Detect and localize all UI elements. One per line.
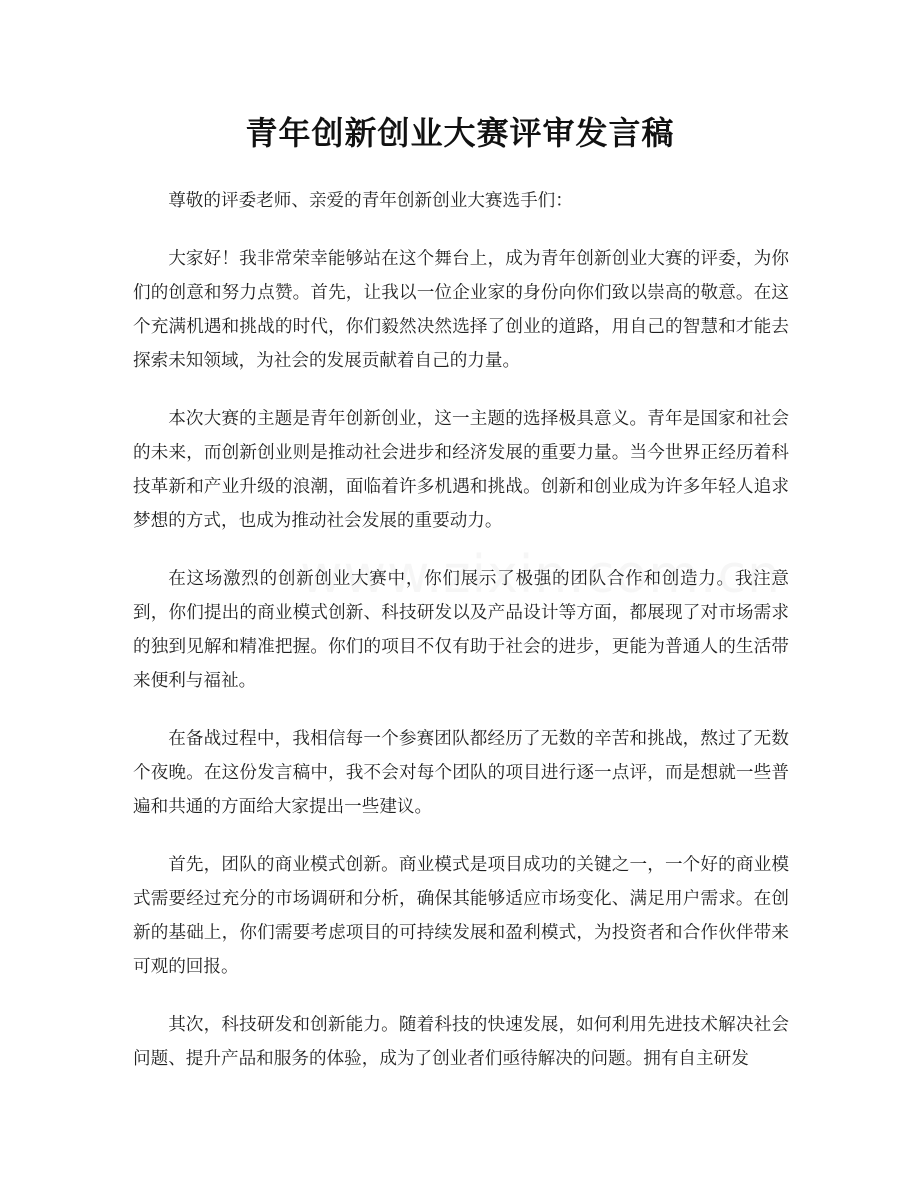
paragraph-salutation: 尊敬的评委老师、亲爱的青年创新创业大赛选手们： — [168, 191, 573, 211]
paragraph: 在这场激烈的创新创业大赛中，你们展示了极强的团队合作和创造力。我注意到，你们提出的商业模式创新、科技研发以及产品设计等方面，都展现了对市场需求的独到见解和精准把握。你们的项目不仅有助于社会的进步，更能为普通人的生活带来便利与福祉。 — [133, 569, 789, 691]
document-body — [133, 184, 789, 1100]
paragraph: 本次大赛的主题是青年创新创业，这一主题的选择极具意义。青年是国家和社会的未来，而创新创业则是推动社会进步和经济发展的重要力量。当今世界正经历着科技革新和产业升级的浪潮，面临着许多机遇和挑战。创新和创业成为许多年轻人追求梦想的方式，也成为推动社会发展的重要动力。 — [133, 409, 789, 531]
paragraph: 大家好！我非常荣幸能够站在这个舞台上，成为青年创新创业大赛的评委，为你们的创意和努力点赞。首先，让我以一位企业家的身份向你们致以崇高的敬意。在这个充满机遇和挑战的时代，你们毅然决然选择了创业的道路，用自己的智慧和才能去探索未知领域，为社会的发展贡献着自己的力量。 — [133, 249, 789, 371]
paragraph: 其次，科技研发和创新能力。随着科技的快速发展，如何利用先进技术解决社会问题、提升产品和服务的体验，成为了创业者们亟待解决的问题。拥有自主研发 — [133, 1015, 789, 1069]
paragraph: 在备战过程中，我相信每一个参赛团队都经历了无数的辛苦和挑战，熬过了无数个夜晚。在这份发言稿中，我不会对每个团队的项目进行逐一点评，而是想就一些普遍和共通的方面给大家提出一些建议。 — [133, 729, 789, 817]
paragraph: 首先，团队的商业模式创新。商业模式是项目成功的关键之一，一个好的商业模式需要经过充分的市场调研和分析，确保其能够适应市场变化、满足用户需求。在创新的基础上，你们需要考虑项目的可持续发展和盈利模式，为投资者和合作伙伴带来可观的回报。 — [133, 855, 789, 977]
document-title: 青年创新创业大赛评审发言稿 — [245, 114, 675, 152]
